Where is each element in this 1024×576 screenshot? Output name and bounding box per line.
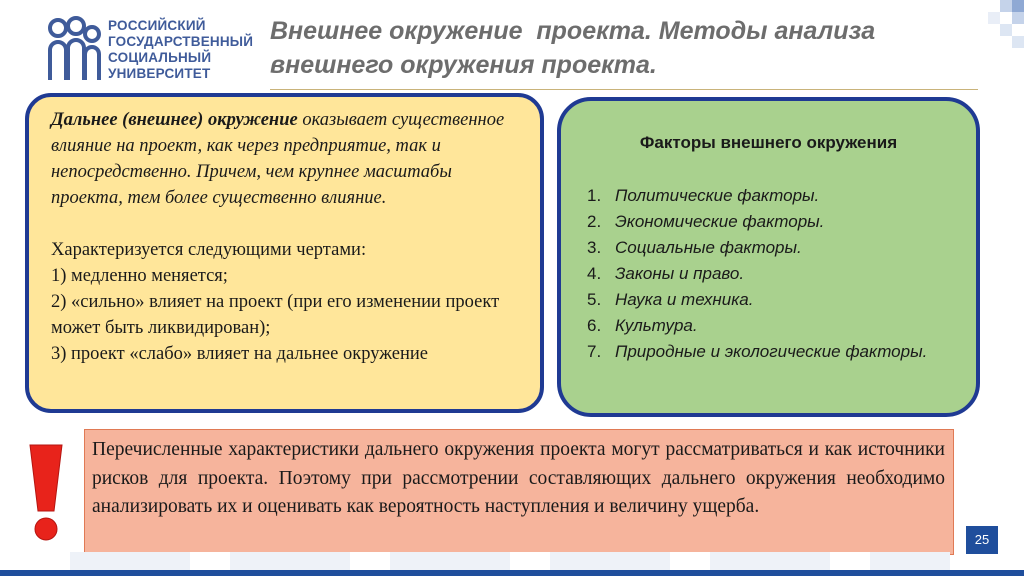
slide-title-line2: внешнего окружения проекта. — [270, 51, 657, 79]
factor-item — [587, 261, 935, 287]
risk-note-text: Перечисленные характеристики дальнего окружения проекта могут рассматриваться и как источники рисков для проекта. Поэтому при рассмотрении составляющих дальнего окружения необходимо анализировать их и оценивать как вероятность наступления и величину ущерба. — [92, 439, 945, 517]
far-environment-box — [25, 93, 544, 413]
factor-text: Культура. — [615, 316, 698, 335]
factor-number: 3. — [587, 238, 602, 257]
page-number: 25 — [966, 526, 998, 554]
far-environment-description: оказывает существенное влияние на проект, как через предприятие, так и непосредственно. Причем, чем крупнее масштабы проекта, тем более существенно влияние. — [51, 110, 505, 208]
factor-text: Законы и право. — [615, 264, 745, 283]
people-logo-icon — [46, 16, 102, 82]
feature-item: 3) проект «слабо» влияет на дальнее окружение — [51, 344, 428, 364]
logo-text — [108, 18, 253, 82]
footer-bar — [0, 570, 1024, 576]
factor-item — [587, 235, 935, 261]
factor-item — [587, 313, 935, 339]
slide-title — [270, 14, 970, 82]
factor-item — [587, 183, 935, 209]
factor-number: 6. — [587, 316, 602, 335]
exclamation-icon — [24, 443, 68, 543]
factor-text: Политические факторы. — [615, 186, 820, 205]
title-divider — [270, 89, 978, 90]
corner-decoration-icon — [960, 0, 1024, 64]
logo-line: СОЦИАЛЬНЫЙ — [108, 50, 212, 65]
external-factors-list — [587, 183, 935, 365]
slide-title-line1: Внешнее окружение проекта. Методы анализа — [270, 17, 876, 45]
factor-number: 4. — [587, 264, 602, 283]
factor-text: Социальные факторы. — [615, 238, 802, 257]
feature-item: 2) «сильно» влияет на проект (при его изменении проект может быть ликвидирован); — [51, 292, 500, 338]
university-logo — [46, 14, 256, 86]
factor-number: 7. — [587, 342, 602, 361]
factor-number: 2. — [587, 212, 602, 231]
logo-line: РОССИЙСКИЙ — [108, 18, 206, 33]
factor-item — [587, 339, 935, 365]
far-environment-term: Дальнее (внешнее) окружение — [51, 110, 298, 130]
factor-item — [587, 209, 935, 235]
risk-note-box — [84, 429, 954, 555]
far-environment-intro — [51, 107, 526, 211]
factor-number: 1. — [587, 186, 602, 205]
external-factors-title: Факторы внешнего окружения — [639, 133, 898, 152]
features-heading: Характеризуется следующими чертами: — [51, 240, 367, 260]
footer-decoration — [70, 552, 950, 570]
logo-line: УНИВЕРСИТЕТ — [108, 66, 211, 81]
factor-number: 5. — [587, 290, 602, 309]
factor-text: Природные и экологические факторы. — [615, 342, 928, 361]
logo-line: ГОСУДАРСТВЕННЫЙ — [108, 34, 254, 49]
factor-item — [587, 287, 935, 313]
factor-text: Наука и техника. — [615, 290, 754, 309]
factor-text: Экономические факторы. — [615, 212, 825, 231]
feature-item: 1) медленно меняется; — [51, 266, 228, 286]
external-factors-box — [557, 97, 980, 417]
